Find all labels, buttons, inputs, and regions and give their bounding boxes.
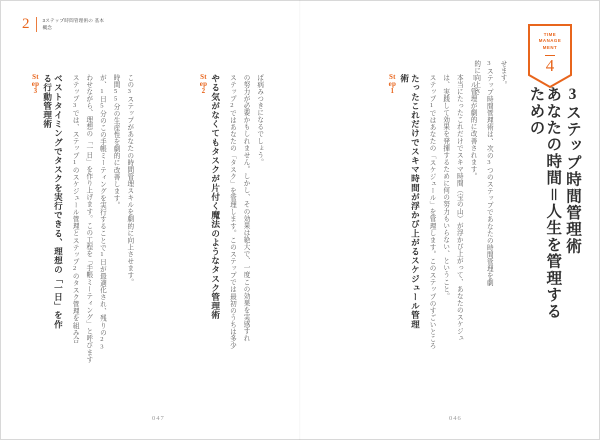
time-management-badge: [527, 23, 573, 89]
badge-line-3: MENT: [542, 44, 558, 50]
step-body-column: ステップ2ではあなたの「タスク」を管理します。このステップでは最初のうちは多少: [228, 74, 236, 350]
step-body-2: [224, 74, 265, 374]
step-block-1: [385, 74, 478, 374]
step-body-column: の努力が必要かもしれません。しかし、その効果は絶大で、一度この効果を実感すれ: [242, 74, 250, 342]
header-divider: [36, 17, 37, 32]
step-body-column: 本当にたったこれだけでスキマ時間（宝の山）が浮かび上がって、あなたのスケジュ: [455, 74, 463, 342]
badge-number: 4: [545, 56, 555, 75]
chapter-number: 2: [22, 16, 30, 32]
step-body-column: が、1日5分のこの手帳ミーティングを実行することで1日が最適化され、残りの23: [98, 74, 106, 351]
page-title-line-1: あなたの時間＝人生を管理するための: [527, 86, 562, 320]
page-title: [524, 86, 580, 336]
step-body-1: [423, 74, 478, 374]
badge-line-1: TIME: [543, 32, 557, 37]
step-heading-2: やる気がなくてもタスクが片付く魔法のようなタスク管理術: [210, 74, 221, 320]
step-body-column: この3ステップがあなたの時間管理スキルを劇的に向上させます。: [125, 74, 133, 286]
step-heading-3: ベストタイミングでタスクを実行できる、理想の「一日」を作る行動管理術: [42, 74, 64, 329]
step-block-3: [28, 74, 135, 374]
step-block-2: [196, 74, 265, 374]
step-label-3: Step3: [31, 73, 40, 95]
step-body-column: は、実践して効果を発揮するために何の努力もいらない、ということ。: [441, 74, 449, 300]
step-label-1: Step1: [388, 73, 397, 95]
step-body-column: ば病みつきになるでしょう。: [255, 74, 263, 166]
intro-column: 3ステップ時間管理術は、次の3つのステップであなたの時間管理を劇的に向上さ: [472, 60, 493, 287]
folio-left-page: 047: [152, 415, 165, 422]
step-body-column: ステップ3では、ステップ1のスケジュール管理とステップ2のタスク管理を組み合: [71, 74, 79, 344]
step-body-column: ステップ1ではあなたの「スケジュール」を管理します。このステップのすごいところ: [428, 74, 436, 350]
step-body-column: わせながら、理想の「一日」を作り上げます。この工程を「手帳ミーティング」と呼びます: [84, 74, 92, 364]
step-body-column: 時間55分の生産性を劇的に改善します。: [112, 74, 120, 209]
page-gutter-shadow: [299, 0, 301, 440]
badge-caption: [527, 32, 573, 51]
chapter-title: 3ステップ時間管理術の 基本概念: [42, 17, 105, 30]
running-header: [22, 17, 105, 32]
page-title-line-2: 3ステップ時間管理術: [564, 86, 581, 255]
step-body-column: ール管理が劇的に改善されます。: [469, 74, 476, 180]
step-heading-1: たったこれだけでスキマ時間が浮かび上がるスケジュール管理術: [399, 74, 421, 329]
step-body-3: [66, 74, 134, 374]
intro-column: せます。: [499, 60, 506, 89]
badge-line-2: MANAGE: [538, 38, 562, 44]
folio-right-page: 046: [449, 415, 462, 422]
step-label-2: Step2: [199, 73, 208, 95]
